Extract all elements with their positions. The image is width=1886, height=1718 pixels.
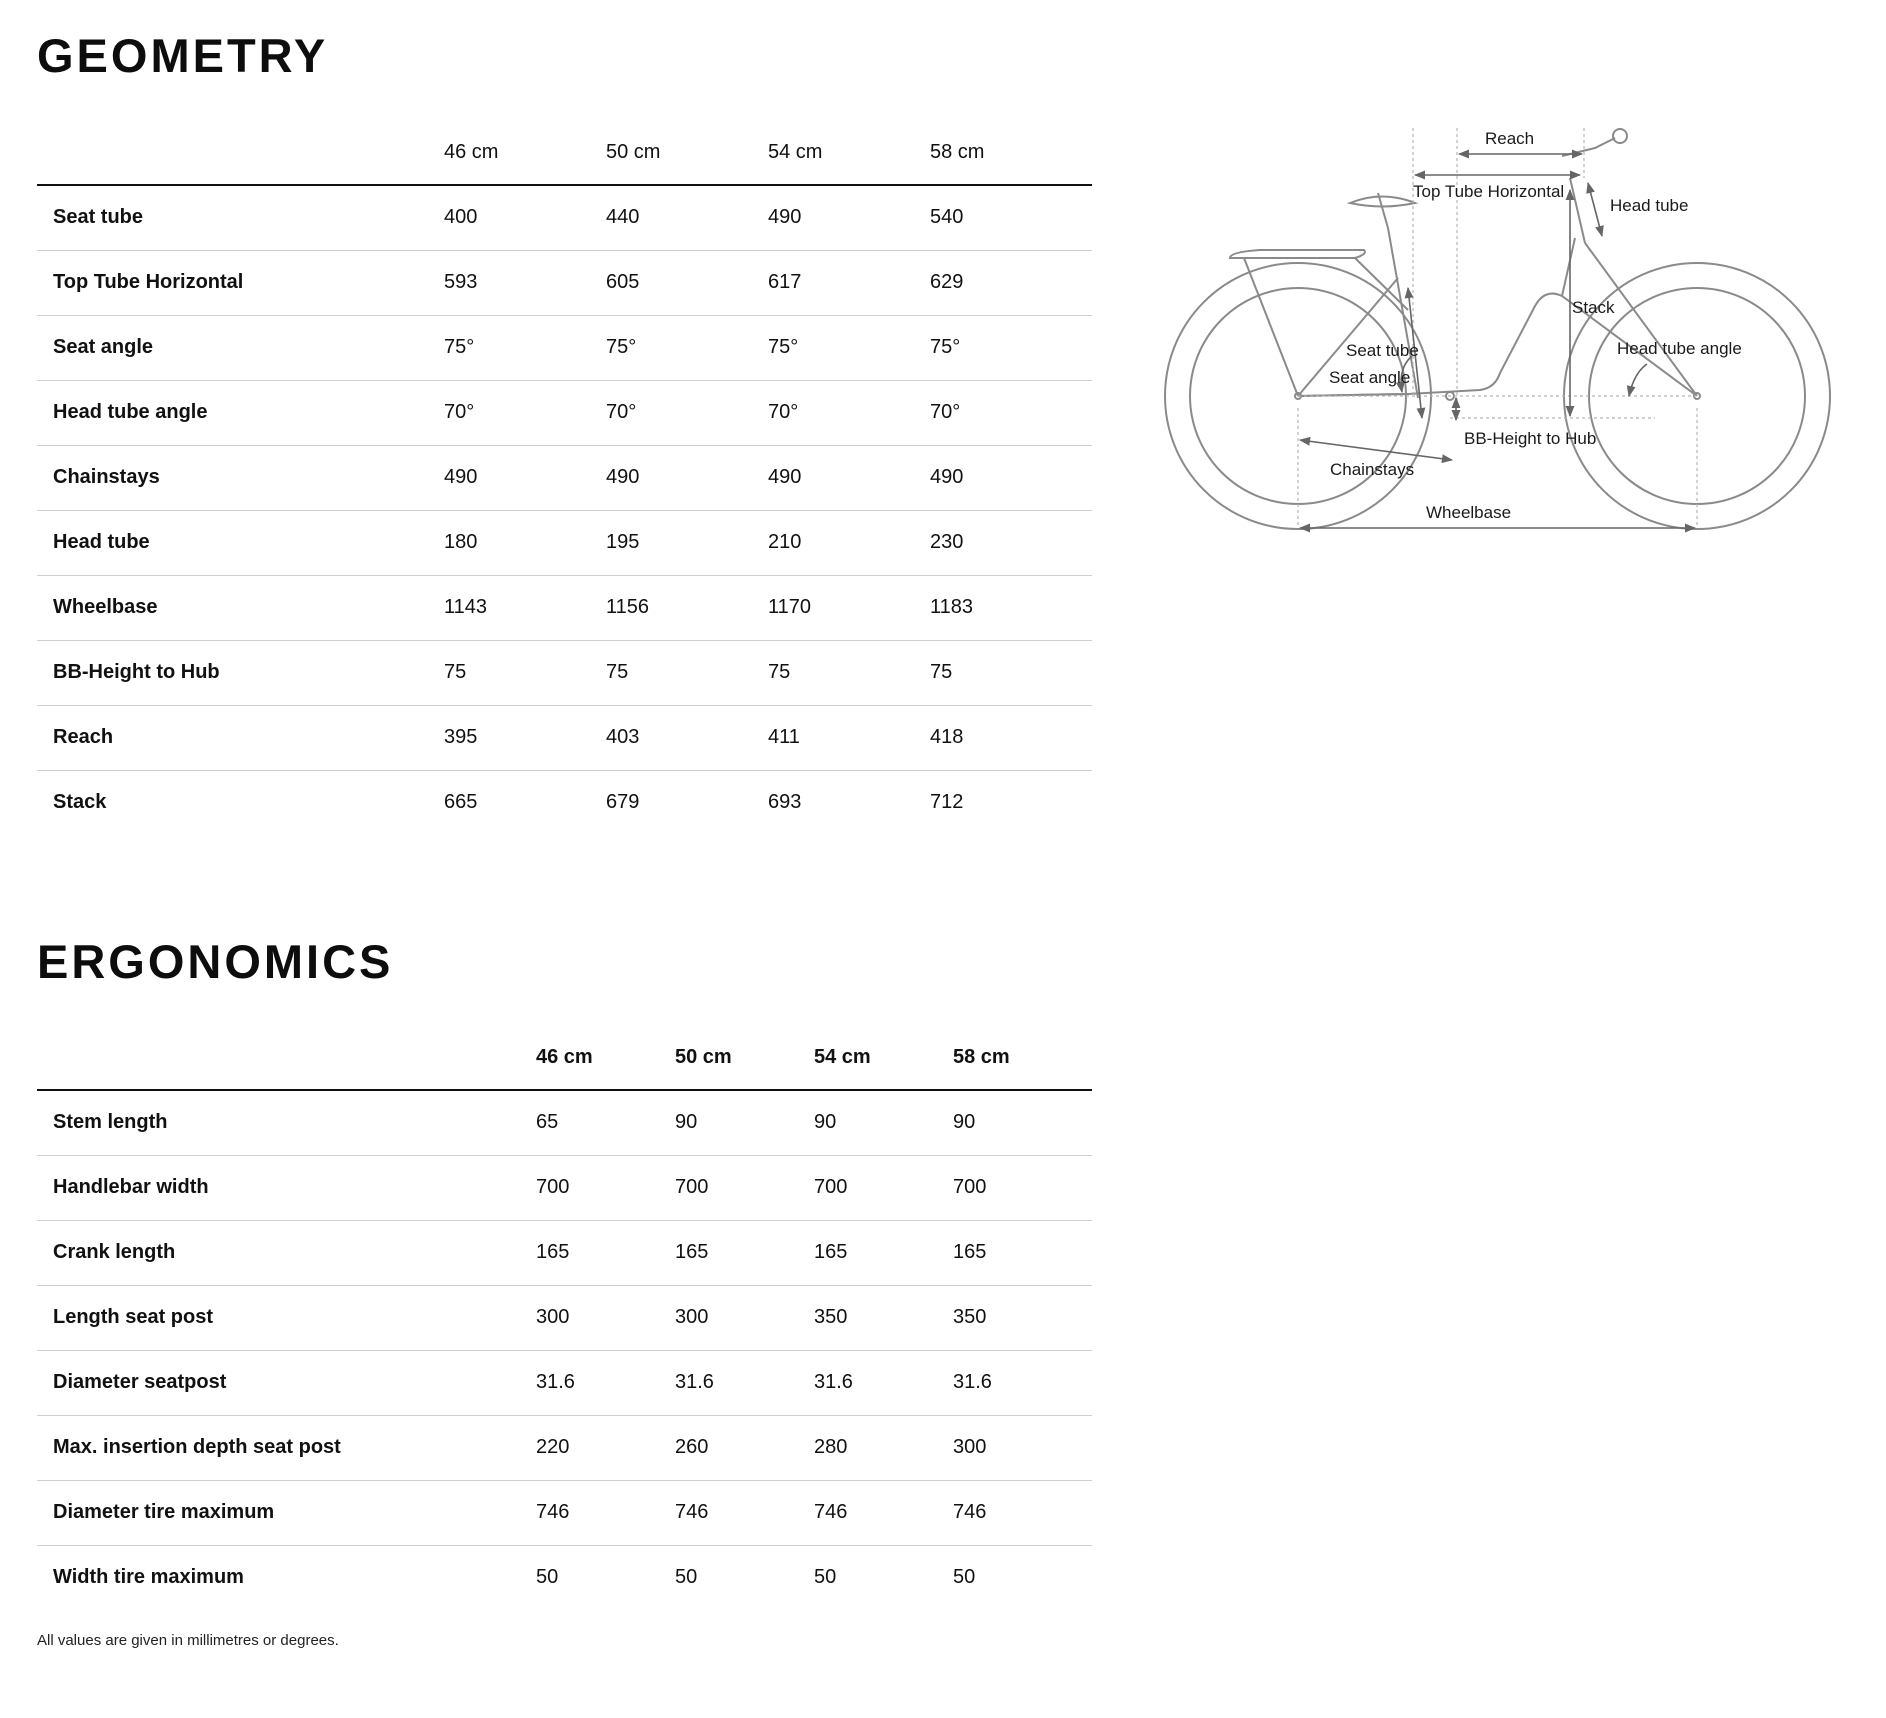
ergonomics-row-label: Stem length: [37, 1090, 536, 1155]
geometry-cell-value: 1143: [444, 575, 606, 640]
ergonomics-cell-value: 700: [675, 1155, 814, 1220]
ergonomics-cell-value: 746: [675, 1480, 814, 1545]
ergonomics-size-header: 50 cm: [675, 1025, 814, 1090]
ergonomics-cell-value: 300: [953, 1415, 1092, 1480]
geometry-cell-value: 490: [930, 445, 1092, 510]
ergonomics-cell-value: 31.6: [814, 1350, 953, 1415]
ergonomics-cell-value: 50: [536, 1566, 559, 1589]
geometry-cell-value: 629: [930, 250, 1092, 315]
geometry-row-label: Chainstays: [37, 445, 444, 510]
ergonomics-cell-value: 90: [814, 1090, 953, 1155]
saddle: [1350, 197, 1415, 207]
ergonomics-row-label: Length seat post: [37, 1285, 536, 1350]
geometry-cell-value: 665: [444, 791, 478, 814]
geometry-row-label: Seat angle: [37, 315, 444, 380]
geometry-table-row: [37, 380, 1092, 445]
geometry-table-row: [37, 445, 1092, 510]
geometry-cell-value: 411: [768, 705, 930, 770]
geometry-cell-value: 400: [444, 185, 606, 250]
down-tube-front: [1562, 238, 1575, 296]
ergonomics-table-row: [37, 1285, 1092, 1350]
geometry-row-label: Head tube: [37, 510, 444, 575]
geometry-cell-value: 75: [444, 640, 606, 705]
diagram-label-reach: Reach: [1485, 129, 1535, 148]
geometry-row-label: Top Tube Horizontal: [37, 250, 444, 315]
ergonomics-size-header: 58 cm: [953, 1025, 1092, 1090]
geometry-cell-value: 70°: [930, 380, 1092, 445]
ergonomics-row-label: Handlebar width: [37, 1155, 536, 1220]
ergonomics-header-empty: [37, 1025, 536, 1090]
ergonomics-cell-value: 746: [953, 1480, 1092, 1545]
geometry-header-empty: [37, 120, 444, 185]
geometry-cell-value: 70°: [606, 380, 768, 445]
ergonomics-cell-value: 700: [953, 1155, 1092, 1220]
geometry-row-label: BB-Height to Hub: [37, 640, 444, 705]
geometry-cell-value: 490: [768, 185, 930, 250]
geometry-cell-value: 230: [930, 510, 1092, 575]
geometry-table-row: [37, 185, 1092, 250]
geometry-cell-value: 395: [444, 705, 606, 770]
geometry-cell-value: 490: [606, 445, 768, 510]
geometry-cell-value: 712: [930, 791, 964, 814]
ergonomics-cell-value: 165: [536, 1220, 675, 1285]
ergonomics-header-row: [37, 1025, 1092, 1090]
geometry-row-label: Stack: [53, 791, 107, 814]
ergonomics-cell-value: 31.6: [675, 1350, 814, 1415]
chainstays-arrow: [1300, 440, 1452, 460]
ergonomics-cell-value: 746: [814, 1480, 953, 1545]
ergonomics-cell-value: 90: [953, 1090, 1092, 1155]
geometry-cell-value: 75°: [606, 315, 768, 380]
geometry-cell-value: 75°: [444, 315, 606, 380]
diagram-label-head-tube: Head tube: [1610, 196, 1689, 215]
ergonomics-size-header: 54 cm: [814, 1025, 953, 1090]
ergonomics-cell-value: 300: [536, 1285, 675, 1350]
geometry-cell-value: 693: [768, 791, 802, 814]
geometry-table: [37, 120, 1092, 835]
ergonomics-cell-value: 90: [675, 1090, 814, 1155]
geometry-cell-value: 1156: [606, 575, 768, 640]
ergonomics-cell-value: 165: [814, 1220, 953, 1285]
ergonomics-row-label: Diameter tire maximum: [37, 1480, 536, 1545]
geometry-table-row: [37, 705, 1092, 770]
geometry-cell-value: 593: [444, 250, 606, 315]
ergonomics-table-row: [37, 1480, 1092, 1545]
ergonomics-table-container: [37, 1025, 1077, 1610]
ergonomics-cell-value: 31.6: [536, 1350, 675, 1415]
geometry-cell-value: 75°: [768, 315, 930, 380]
diagram-label-top-tube: Top Tube Horizontal: [1413, 182, 1565, 201]
ergonomics-row-label: Max. insertion depth seat post: [37, 1415, 536, 1480]
geometry-cell-value: 605: [606, 250, 768, 315]
handlebar-grip: [1613, 129, 1627, 143]
ergonomics-cell-value: 65: [536, 1090, 675, 1155]
ergonomics-table-row: [37, 1220, 1092, 1285]
ergonomics-cell-value: 260: [675, 1415, 814, 1480]
ergonomics-cell-value: 165: [953, 1220, 1092, 1285]
fork: [1585, 243, 1697, 396]
geometry-cell-value: 679: [606, 791, 640, 814]
diagram-label-wheelbase: Wheelbase: [1426, 503, 1512, 522]
diagram-label-bb-height: BB-Height to Hub: [1464, 429, 1597, 448]
geometry-cell-value: 418: [930, 705, 1092, 770]
geometry-title: GEOMETRY: [37, 29, 329, 82]
diagram-label-seat-tube: Seat tube: [1346, 341, 1419, 360]
ergonomics-cell-value: 31.6: [953, 1350, 1092, 1415]
diagram-labels: [1329, 129, 1742, 522]
geometry-cell-value: 490: [768, 445, 930, 510]
ergonomics-cell-value: 350: [814, 1285, 953, 1350]
geometry-cell-value: 1170: [768, 575, 930, 640]
ergonomics-title: ERGONOMICS: [37, 935, 394, 988]
ergonomics-cell-value: 165: [675, 1220, 814, 1285]
ergonomics-cell-value: 50: [953, 1566, 976, 1589]
geometry-table-row: [37, 250, 1092, 315]
geometry-row-label: Seat tube: [37, 185, 444, 250]
head-tube-angle-arc: [1629, 364, 1647, 396]
geometry-table-container: [37, 120, 1077, 835]
geometry-cell-value: 75: [930, 640, 1092, 705]
ergonomics-table: [37, 1025, 1092, 1610]
geometry-row-label: Wheelbase: [37, 575, 444, 640]
ergonomics-cell-value: 300: [675, 1285, 814, 1350]
ergonomics-cell-value: 50: [675, 1566, 698, 1589]
footnote: All values are given in millimetres or degrees.: [37, 1632, 339, 1649]
ergonomics-cell-value: 220: [536, 1415, 675, 1480]
diagram-label-stack: Stack: [1572, 298, 1615, 317]
geometry-table-row: [37, 575, 1092, 640]
geometry-row-label: Reach: [37, 705, 444, 770]
ergonomics-row-label: Width tire maximum: [53, 1566, 244, 1589]
bike-geometry-diagram: [1150, 118, 1840, 538]
ergonomics-cell-value: 700: [536, 1155, 675, 1220]
ergonomics-table-row: [37, 1155, 1092, 1220]
ergonomics-table-row: [37, 1350, 1092, 1415]
head-tube-arrow: [1588, 183, 1602, 236]
geometry-cell-value: 210: [768, 510, 930, 575]
geometry-size-header: 54 cm: [768, 120, 930, 185]
geometry-table-row: [37, 770, 1092, 835]
geometry-cell-value: 195: [606, 510, 768, 575]
ergonomics-cell-value: 746: [536, 1480, 675, 1545]
geometry-table-row: [37, 315, 1092, 380]
geometry-cell-value: 440: [606, 185, 768, 250]
ergonomics-table-row: [37, 1415, 1092, 1480]
geometry-table-row: [37, 510, 1092, 575]
geometry-cell-value: 70°: [444, 380, 606, 445]
geometry-size-header: 46 cm: [444, 120, 606, 185]
seat-post: [1378, 193, 1388, 228]
ergonomics-cell-value: 50: [814, 1566, 837, 1589]
geometry-size-header: 58 cm: [930, 120, 1092, 185]
ergonomics-table-row: [37, 1090, 1092, 1155]
ergonomics-table-row: [37, 1545, 1092, 1610]
ergonomics-cell-value: 280: [814, 1415, 953, 1480]
geometry-row-label: Head tube angle: [37, 380, 444, 445]
diagram-label-chainstays: Chainstays: [1330, 460, 1415, 479]
ergonomics-row-label: Crank length: [37, 1220, 536, 1285]
ergonomics-cell-value: 350: [953, 1285, 1092, 1350]
diagram-label-seat-angle: Seat angle: [1329, 368, 1411, 387]
diagram-label-head-tube-angle: Head tube angle: [1617, 339, 1742, 358]
head-tube: [1570, 178, 1585, 243]
geometry-size-header: 50 cm: [606, 120, 768, 185]
geometry-cell-value: 75: [606, 640, 768, 705]
ergonomics-size-header: 46 cm: [536, 1025, 675, 1090]
geometry-cell-value: 180: [444, 510, 606, 575]
geometry-cell-value: 75°: [930, 315, 1092, 380]
geometry-cell-value: 617: [768, 250, 930, 315]
geometry-cell-value: 490: [444, 445, 606, 510]
geometry-cell-value: 70°: [768, 380, 930, 445]
geometry-cell-value: 1183: [930, 575, 1092, 640]
ergonomics-cell-value: 700: [814, 1155, 953, 1220]
geometry-cell-value: 75: [768, 640, 930, 705]
geometry-cell-value: 540: [930, 185, 1092, 250]
geometry-cell-value: 403: [606, 705, 768, 770]
geometry-header-row: [37, 120, 1092, 185]
geometry-table-row: [37, 640, 1092, 705]
ergonomics-row-label: Diameter seatpost: [37, 1350, 536, 1415]
